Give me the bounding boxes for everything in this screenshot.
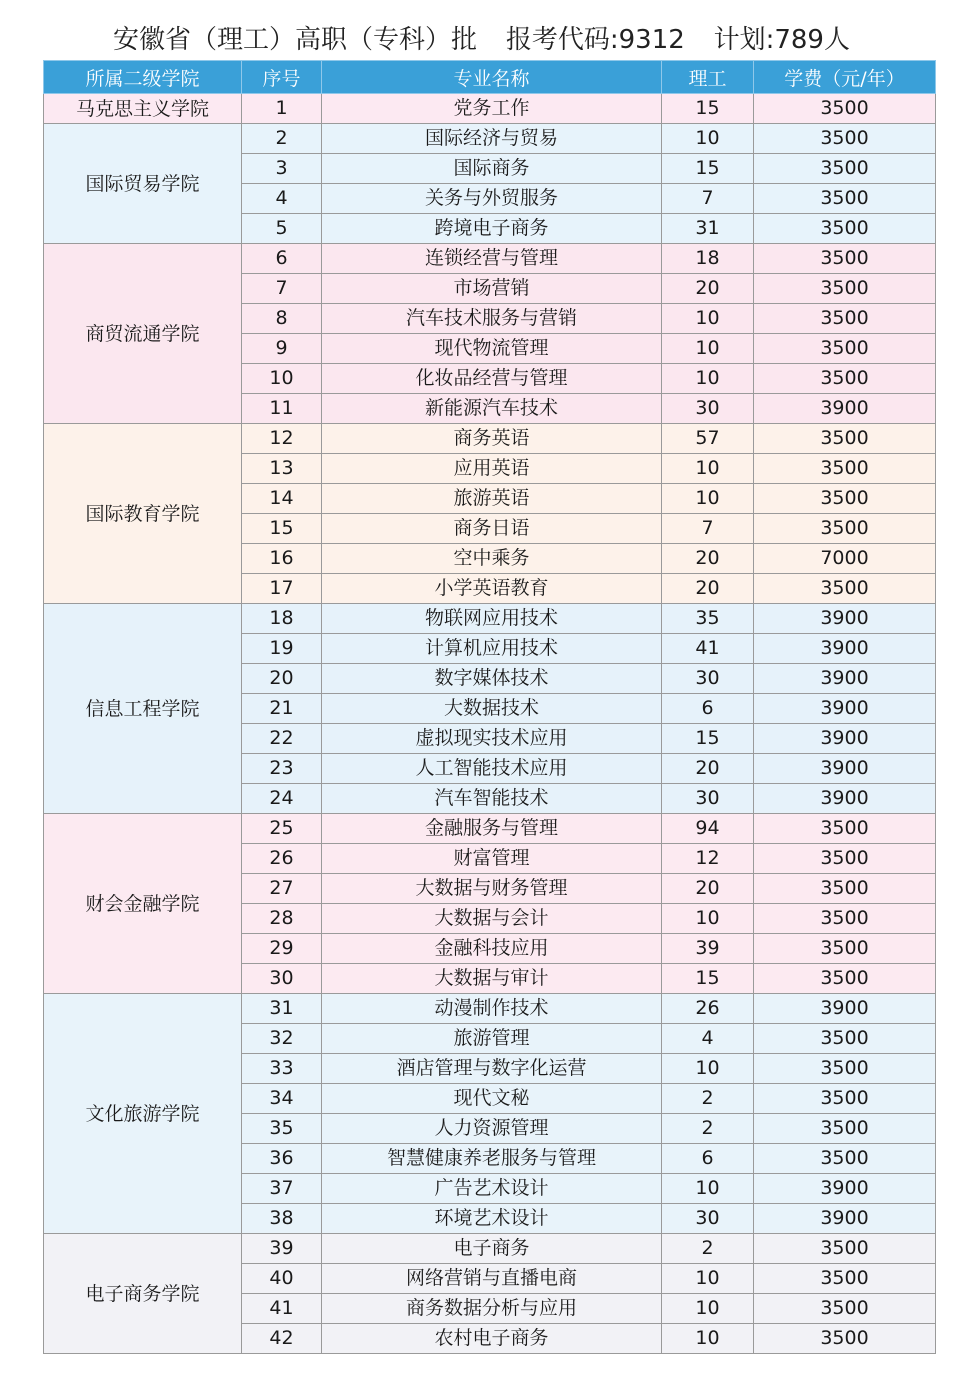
quota-cell: 30 <box>662 664 754 694</box>
tuition-fee-cell: 3500 <box>754 574 936 604</box>
college-name-cell: 电子商务学院 <box>44 1234 242 1354</box>
major-name-cell: 计算机应用技术 <box>322 634 662 664</box>
row-number-cell: 2 <box>242 124 322 154</box>
quota-cell: 20 <box>662 574 754 604</box>
major-name-cell: 化妆品经营与管理 <box>322 364 662 394</box>
row-number-cell: 27 <box>242 874 322 904</box>
table-header-row <box>44 61 936 94</box>
row-number-cell: 17 <box>242 574 322 604</box>
exam-code-label: 报考代码:9312 <box>505 25 685 55</box>
major-name-cell: 应用英语 <box>322 454 662 484</box>
tuition-fee-cell: 3500 <box>754 304 936 334</box>
quota-cell: 10 <box>662 1174 754 1204</box>
row-number-cell: 10 <box>242 364 322 394</box>
row-number-cell: 39 <box>242 1234 322 1264</box>
tuition-fee-cell: 7000 <box>754 544 936 574</box>
major-name-cell: 现代文秘 <box>322 1084 662 1114</box>
major-name-cell: 大数据与会计 <box>322 904 662 934</box>
quota-cell: 41 <box>662 634 754 664</box>
tuition-fee-cell: 3500 <box>754 484 936 514</box>
tuition-fee-cell: 3500 <box>754 214 936 244</box>
tuition-fee-cell: 3900 <box>754 1174 936 1204</box>
college-name-cell: 国际教育学院 <box>44 424 242 604</box>
tuition-fee-cell: 3900 <box>754 784 936 814</box>
row-number-cell: 6 <box>242 244 322 274</box>
major-name-cell: 人力资源管理 <box>322 1114 662 1144</box>
quota-cell: 39 <box>662 934 754 964</box>
plan-count-label: 计划:789人 <box>713 25 850 55</box>
row-number-cell: 12 <box>242 424 322 454</box>
quota-cell: 15 <box>662 964 754 994</box>
tuition-fee-cell: 3500 <box>754 1054 936 1084</box>
tuition-fee-cell: 3500 <box>754 1324 936 1354</box>
row-number-cell: 4 <box>242 184 322 214</box>
quota-cell: 10 <box>662 1054 754 1084</box>
major-name-cell: 动漫制作技术 <box>322 994 662 1024</box>
row-number-cell: 41 <box>242 1294 322 1324</box>
quota-cell: 57 <box>662 424 754 454</box>
table-row <box>44 424 936 454</box>
major-name-cell: 商务数据分析与应用 <box>322 1294 662 1324</box>
table-row <box>44 814 936 844</box>
enrollment-plan-table <box>43 60 936 1354</box>
quota-cell: 30 <box>662 394 754 424</box>
major-name-cell: 现代物流管理 <box>322 334 662 364</box>
row-number-cell: 11 <box>242 394 322 424</box>
column-header-fee: 学费（元/年） <box>754 61 936 94</box>
row-number-cell: 36 <box>242 1144 322 1174</box>
table-row <box>44 994 936 1024</box>
major-name-cell: 物联网应用技术 <box>322 604 662 634</box>
quota-cell: 18 <box>662 244 754 274</box>
major-name-cell: 连锁经营与管理 <box>322 244 662 274</box>
quota-cell: 2 <box>662 1234 754 1264</box>
major-name-cell: 农村电子商务 <box>322 1324 662 1354</box>
college-name-cell: 马克思主义学院 <box>44 94 242 124</box>
major-name-cell: 汽车技术服务与营销 <box>322 304 662 334</box>
major-name-cell: 跨境电子商务 <box>322 214 662 244</box>
row-number-cell: 31 <box>242 994 322 1024</box>
table-row <box>44 244 936 274</box>
row-number-cell: 16 <box>242 544 322 574</box>
major-name-cell: 网络营销与直播电商 <box>322 1264 662 1294</box>
tuition-fee-cell: 3500 <box>754 1144 936 1174</box>
quota-cell: 10 <box>662 1324 754 1354</box>
tuition-fee-cell: 3500 <box>754 244 936 274</box>
table-row <box>44 124 936 154</box>
major-name-cell: 金融科技应用 <box>322 934 662 964</box>
quota-cell: 20 <box>662 874 754 904</box>
tuition-fee-cell: 3900 <box>754 724 936 754</box>
tuition-fee-cell: 3900 <box>754 604 936 634</box>
major-name-cell: 广告艺术设计 <box>322 1174 662 1204</box>
major-name-cell: 关务与外贸服务 <box>322 184 662 214</box>
tuition-fee-cell: 3900 <box>754 694 936 724</box>
quota-cell: 15 <box>662 94 754 124</box>
row-number-cell: 5 <box>242 214 322 244</box>
major-name-cell: 商务英语 <box>322 424 662 454</box>
row-number-cell: 15 <box>242 514 322 544</box>
tuition-fee-cell: 3900 <box>754 1204 936 1234</box>
quota-cell: 26 <box>662 994 754 1024</box>
column-header-college: 所属二级学院 <box>44 61 242 94</box>
quota-cell: 2 <box>662 1114 754 1144</box>
tuition-fee-cell: 3500 <box>754 844 936 874</box>
row-number-cell: 40 <box>242 1264 322 1294</box>
major-name-cell: 党务工作 <box>322 94 662 124</box>
row-number-cell: 29 <box>242 934 322 964</box>
quota-cell: 15 <box>662 154 754 184</box>
row-number-cell: 1 <box>242 94 322 124</box>
row-number-cell: 21 <box>242 694 322 724</box>
row-number-cell: 35 <box>242 1114 322 1144</box>
tuition-fee-cell: 3500 <box>754 964 936 994</box>
major-name-cell: 新能源汽车技术 <box>322 394 662 424</box>
row-number-cell: 19 <box>242 634 322 664</box>
major-name-cell: 智慧健康养老服务与管理 <box>322 1144 662 1174</box>
major-name-cell: 市场营销 <box>322 274 662 304</box>
row-number-cell: 20 <box>242 664 322 694</box>
tuition-fee-cell: 3500 <box>754 1114 936 1144</box>
quota-cell: 20 <box>662 754 754 784</box>
province-batch-label: 安徽省（理工）高职（专科）批 <box>113 25 478 55</box>
college-name-cell: 信息工程学院 <box>44 604 242 814</box>
major-name-cell: 旅游管理 <box>322 1024 662 1054</box>
tuition-fee-cell: 3500 <box>754 334 936 364</box>
quota-cell: 2 <box>662 1084 754 1114</box>
tuition-fee-cell: 3500 <box>754 94 936 124</box>
row-number-cell: 18 <box>242 604 322 634</box>
quota-cell: 4 <box>662 1024 754 1054</box>
table-row <box>44 1234 936 1264</box>
quota-cell: 30 <box>662 784 754 814</box>
college-name-cell: 文化旅游学院 <box>44 994 242 1234</box>
quota-cell: 15 <box>662 724 754 754</box>
college-name-cell: 商贸流通学院 <box>44 244 242 424</box>
major-name-cell: 汽车智能技术 <box>322 784 662 814</box>
table-body <box>44 94 936 1354</box>
quota-cell: 20 <box>662 544 754 574</box>
major-name-cell: 空中乘务 <box>322 544 662 574</box>
tuition-fee-cell: 3500 <box>754 1264 936 1294</box>
quota-cell: 10 <box>662 1264 754 1294</box>
row-number-cell: 22 <box>242 724 322 754</box>
enrollment-plan-table-wrap <box>43 60 935 1354</box>
tuition-fee-cell: 3500 <box>754 1294 936 1324</box>
row-number-cell: 3 <box>242 154 322 184</box>
major-name-cell: 环境艺术设计 <box>322 1204 662 1234</box>
tuition-fee-cell: 3900 <box>754 754 936 784</box>
tuition-fee-cell: 3500 <box>754 454 936 484</box>
tuition-fee-cell: 3500 <box>754 1084 936 1114</box>
table-row <box>44 604 936 634</box>
quota-cell: 30 <box>662 1204 754 1234</box>
row-number-cell: 13 <box>242 454 322 484</box>
column-header-number: 序号 <box>242 61 322 94</box>
column-header-major: 专业名称 <box>322 61 662 94</box>
major-name-cell: 国际商务 <box>322 154 662 184</box>
table-row <box>44 94 936 124</box>
quota-cell: 10 <box>662 904 754 934</box>
quota-cell: 6 <box>662 694 754 724</box>
major-name-cell: 旅游英语 <box>322 484 662 514</box>
quota-cell: 20 <box>662 274 754 304</box>
quota-cell: 10 <box>662 1294 754 1324</box>
major-name-cell: 大数据与财务管理 <box>322 874 662 904</box>
major-name-cell: 虚拟现实技术应用 <box>322 724 662 754</box>
quota-cell: 7 <box>662 514 754 544</box>
college-name-cell: 国际贸易学院 <box>44 124 242 244</box>
row-number-cell: 14 <box>242 484 322 514</box>
tuition-fee-cell: 3900 <box>754 394 936 424</box>
quota-cell: 35 <box>662 604 754 634</box>
row-number-cell: 26 <box>242 844 322 874</box>
quota-cell: 10 <box>662 334 754 364</box>
tuition-fee-cell: 3500 <box>754 814 936 844</box>
major-name-cell: 电子商务 <box>322 1234 662 1264</box>
tuition-fee-cell: 3500 <box>754 514 936 544</box>
quota-cell: 12 <box>662 844 754 874</box>
college-name-cell: 财会金融学院 <box>44 814 242 994</box>
major-name-cell: 数字媒体技术 <box>322 664 662 694</box>
major-name-cell: 人工智能技术应用 <box>322 754 662 784</box>
major-name-cell: 大数据与审计 <box>322 964 662 994</box>
tuition-fee-cell: 3900 <box>754 634 936 664</box>
row-number-cell: 7 <box>242 274 322 304</box>
row-number-cell: 28 <box>242 904 322 934</box>
quota-cell: 7 <box>662 184 754 214</box>
tuition-fee-cell: 3500 <box>754 934 936 964</box>
quota-cell: 6 <box>662 1144 754 1174</box>
row-number-cell: 30 <box>242 964 322 994</box>
major-name-cell: 国际经济与贸易 <box>322 124 662 154</box>
row-number-cell: 34 <box>242 1084 322 1114</box>
tuition-fee-cell: 3500 <box>754 274 936 304</box>
tuition-fee-cell: 3900 <box>754 994 936 1024</box>
row-number-cell: 37 <box>242 1174 322 1204</box>
quota-cell: 10 <box>662 454 754 484</box>
tuition-fee-cell: 3500 <box>754 424 936 454</box>
page-title <box>0 18 963 62</box>
quota-cell: 10 <box>662 124 754 154</box>
major-name-cell: 商务日语 <box>322 514 662 544</box>
quota-cell: 31 <box>662 214 754 244</box>
row-number-cell: 38 <box>242 1204 322 1234</box>
row-number-cell: 24 <box>242 784 322 814</box>
tuition-fee-cell: 3500 <box>754 904 936 934</box>
quota-cell: 10 <box>662 364 754 394</box>
row-number-cell: 23 <box>242 754 322 784</box>
column-header-quota: 理工 <box>662 61 754 94</box>
quota-cell: 94 <box>662 814 754 844</box>
row-number-cell: 9 <box>242 334 322 364</box>
tuition-fee-cell: 3500 <box>754 874 936 904</box>
row-number-cell: 8 <box>242 304 322 334</box>
quota-cell: 10 <box>662 304 754 334</box>
row-number-cell: 32 <box>242 1024 322 1054</box>
row-number-cell: 25 <box>242 814 322 844</box>
tuition-fee-cell: 3500 <box>754 1234 936 1264</box>
major-name-cell: 大数据技术 <box>322 694 662 724</box>
quota-cell: 10 <box>662 484 754 514</box>
tuition-fee-cell: 3500 <box>754 154 936 184</box>
tuition-fee-cell: 3500 <box>754 1024 936 1054</box>
row-number-cell: 42 <box>242 1324 322 1354</box>
row-number-cell: 33 <box>242 1054 322 1084</box>
tuition-fee-cell: 3500 <box>754 364 936 394</box>
major-name-cell: 金融服务与管理 <box>322 814 662 844</box>
tuition-fee-cell: 3900 <box>754 664 936 694</box>
major-name-cell: 财富管理 <box>322 844 662 874</box>
major-name-cell: 小学英语教育 <box>322 574 662 604</box>
tuition-fee-cell: 3500 <box>754 184 936 214</box>
major-name-cell: 酒店管理与数字化运营 <box>322 1054 662 1084</box>
tuition-fee-cell: 3500 <box>754 124 936 154</box>
